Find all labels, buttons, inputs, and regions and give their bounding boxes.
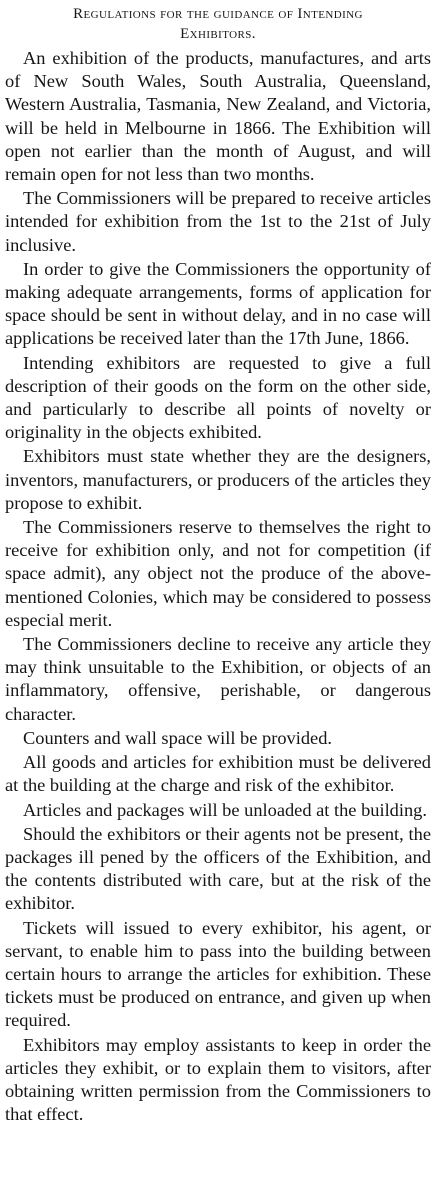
paragraph-receiving-dates: The Commissioners will be prepared to receive articles intended for exhibition from the 1st to the 21st of July inclusive. <box>5 188 431 255</box>
paragraph-exhibition-announcement: An exhibition of the products, manufactures, and arts of New South Wales, South Australia, Queensland, Western Australia, Tasmania, New Zealand, and Victoria, will be held in Melbourne in 1866. The Exhibition will open not earlier than the month of August, and will remain open for not less than two months. <box>5 48 431 185</box>
paragraph-tickets: Tickets will issued to every exhibitor, his agent, or servant, to enable him to pass into the building between certain hours to arrange the articles for exhibition. These tickets must be produced on entrance, and given up when required. <box>5 917 431 1031</box>
paragraph-delivery: All goods and articles for exhibition must be delivered at the building at the charge and risk of the exhibitor. <box>5 752 431 796</box>
paragraph-declined-articles: The Commissioners decline to receive any article they may think unsuitable to the Exhibition, or objects of an inflammatory, offensive, perishable, or dangerous character. <box>5 634 431 724</box>
paragraph-application-deadline: In order to give the Commissioners the opportunity of making adequate arrangements, forms of application for space should be sent in without delay, and in no case will applications be received later than the 17th June, 1866. <box>5 258 431 349</box>
paragraph-exhibitor-status: Exhibitors must state whether they are the designers, inventors, manufacturers, or producers of the articles they propose to exhibit. <box>5 446 431 513</box>
heading-line-1: Regulations for the guidance of Intending <box>73 6 363 22</box>
paragraph-counters: Counters and wall space will be provided. <box>23 727 332 748</box>
paragraph-assistants: Exhibitors may employ assistants to keep in order the articles they exhibit, or to explain them to visitors, after obtaining written permission from the Commissioners to that effect. <box>5 1034 431 1125</box>
paragraph-unloading: Articles and packages will be unloaded at the building. <box>23 799 427 820</box>
paragraph-reserved-right: The Commissioners reserve to themselves the right to receive for exhibition only, and not for competition (if space admit), any object not the produce of the above-mentioned Colonies, which may be considered to possess especial merit. <box>5 517 431 630</box>
paragraph-absent-exhibitors: Should the exhibitors or their agents not be present, the packages ill pened by the officers of the Exhibition, and the contents distributed with care, but at the risk of the exhibitor. <box>5 823 431 914</box>
article-heading <box>5 4 431 44</box>
paragraph-goods-description: Intending exhibitors are requested to give a full description of their goods on the form on the other side, and particularly to describe all points of novelty or originality in the objects exhibited. <box>5 352 431 443</box>
heading-line-2: Exhibitors. <box>180 26 256 42</box>
